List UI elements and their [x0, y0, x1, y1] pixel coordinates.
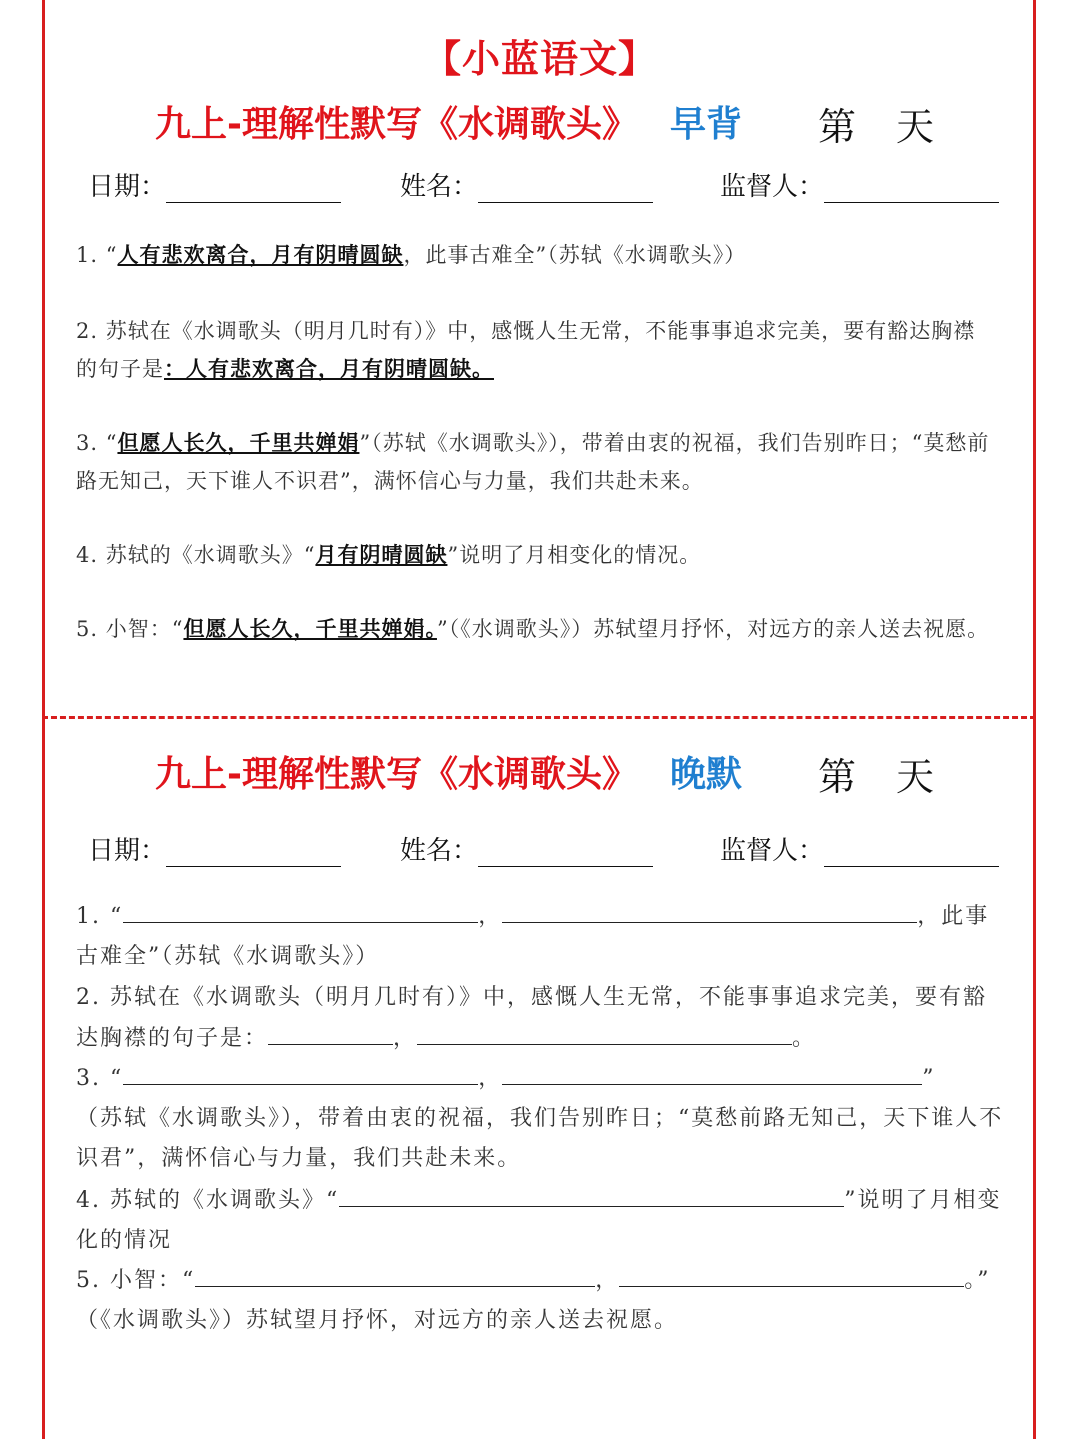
evening-title: 九上-理解性默写《水调歌头》: [155, 754, 638, 795]
section-divider: [42, 716, 1036, 719]
morning-question-3: 3. “但愿人长久，千里共婵娟”（苏轼《水调歌头》），带着由衷的祝福，我们告别昨日；“莫愁前路无知己，天下谁人不识君”，满怀信心与力量，我们共赴未来。: [76, 430, 990, 493]
evening-question-4: 4. 苏轼的《水调歌头》“ ”说明了月相变化的情况: [76, 1180, 1006, 1261]
evening-question-1: 1. “ ， ，此事古难全”（苏轼《水调歌头》）: [76, 896, 1006, 977]
morning-supervisor-field[interactable]: 监督人：: [720, 166, 999, 203]
evening-title-row: [0, 746, 1080, 806]
answer: ：人有悲欢离合，月有阴晴圆缺。: [164, 356, 494, 381]
morning-question-5: 5. 小智：“但愿人长久，千里共婵娟。”（《水调歌头》）苏轼望月抒怀，对远方的亲人送去祝愿。: [76, 616, 990, 641]
morning-title: 九上-理解性默写《水调歌头》: [155, 104, 638, 145]
evening-date-field[interactable]: 日期：: [88, 830, 341, 867]
blank[interactable]: [502, 1058, 922, 1085]
morning-day: 第 天: [818, 105, 935, 149]
blank[interactable]: [417, 1018, 792, 1045]
morning-title-row: [0, 96, 1080, 156]
answer: 但愿人长久，千里共婵娟。: [183, 616, 437, 641]
answer: 人有悲欢离合，月有阴晴圆缺: [117, 242, 404, 267]
blank[interactable]: [123, 896, 478, 923]
evening-info-row: [0, 830, 1080, 870]
brand-title: 【小蓝语文】: [422, 37, 657, 81]
morning-mode: 早背: [670, 104, 743, 145]
evening-name-field[interactable]: 姓名：: [400, 830, 653, 867]
morning-date-field[interactable]: 日期：: [88, 166, 341, 203]
blank[interactable]: [502, 896, 917, 923]
evening-question-2: 2. 苏轼在《水调歌头（明月几时有）》中，感慨人生无常，不能事事追求完美，要有豁达胸襟的句子是： ， 。: [76, 985, 987, 1051]
evening-supervisor-field[interactable]: 监督人：: [720, 830, 999, 867]
blank[interactable]: [268, 1018, 393, 1045]
blank[interactable]: [339, 1180, 844, 1207]
morning-name-field[interactable]: 姓名：: [400, 166, 653, 203]
blank[interactable]: [123, 1058, 478, 1085]
answer: 但愿人长久，千里共婵娟: [117, 430, 360, 455]
blank[interactable]: [619, 1260, 964, 1287]
morning-question-1: 1. “人有悲欢离合，月有阴晴圆缺，此事古难全”（苏轼《水调歌头》）: [76, 242, 747, 267]
evening-mode: 晚默: [670, 754, 743, 795]
evening-day: 第 天: [818, 755, 935, 799]
morning-question-4: 4. 苏轼的《水调歌头》“月有阴晴圆缺”说明了月相变化的情况。: [76, 542, 702, 567]
morning-info-row: [0, 166, 1080, 206]
answer: 月有阴晴圆缺: [315, 542, 448, 567]
evening-question-5: 5. 小智：“ ， 。” （《水调歌头》）苏轼望月抒怀，对远方的亲人送去祝愿。: [76, 1260, 1006, 1341]
evening-question-3: 3. “ ， ” （苏轼《水调歌头》），带着由衷的祝福，我们告别昨日；“莫愁前路无知己，天下谁人不识君”，满怀信心与力量，我们共赴未来。: [76, 1058, 1006, 1179]
morning-question-2: 2. 苏轼在《水调歌头（明月几时有）》中，感慨人生无常，不能事事追求完美，要有豁达胸襟的句子是：人有悲欢离合，月有阴晴圆缺。: [76, 319, 976, 381]
blank[interactable]: [195, 1260, 595, 1287]
